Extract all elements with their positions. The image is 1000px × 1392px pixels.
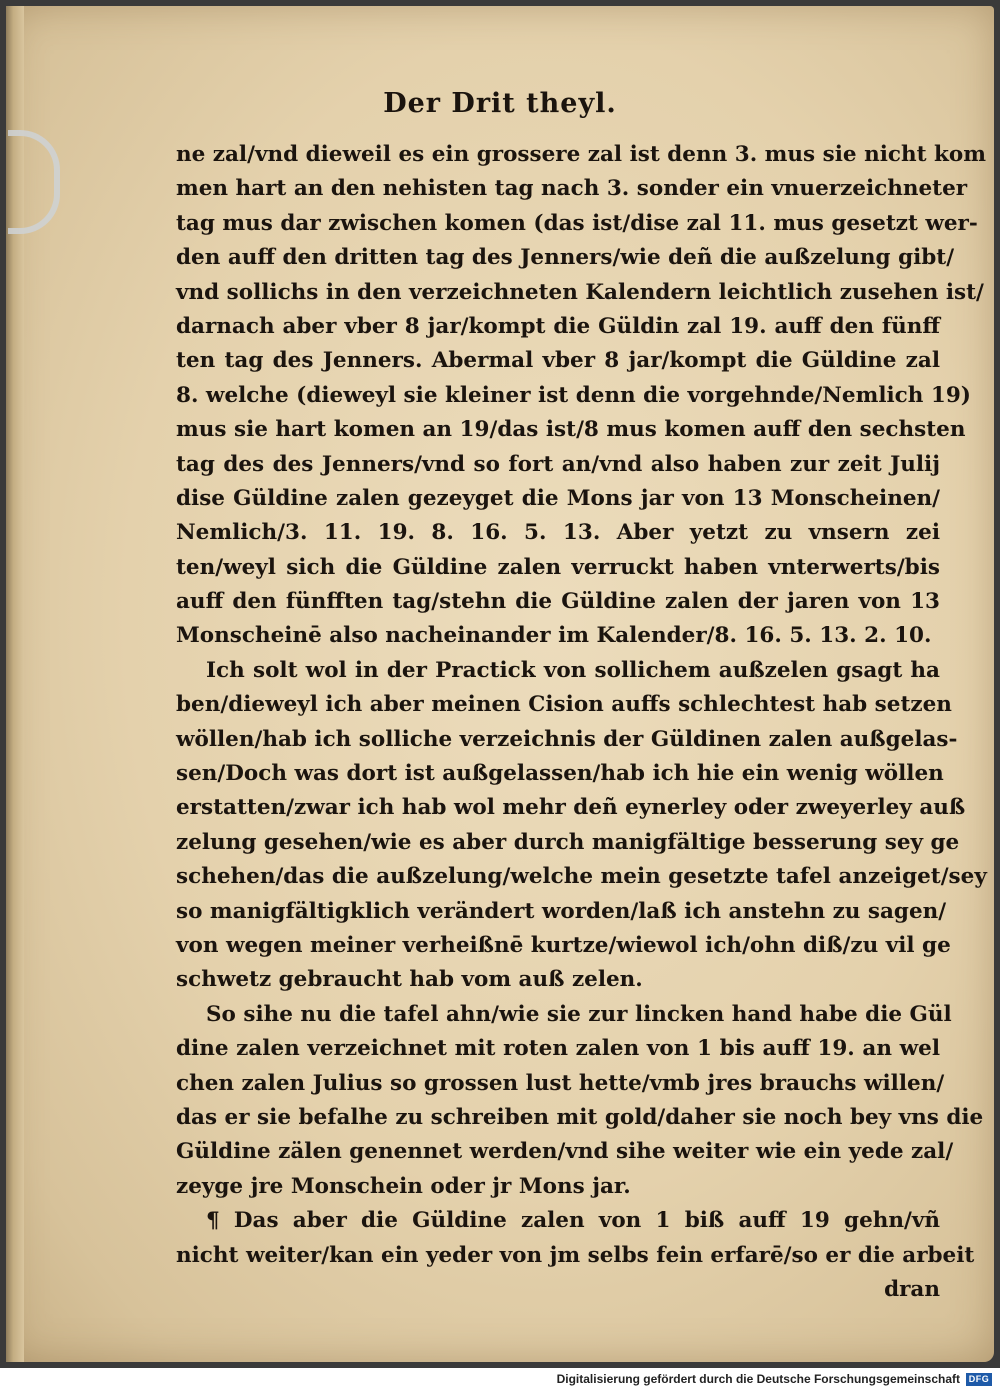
text-line: vnd sollichs in den verzeichneten Kalendern leichtlich zusehen ist/: [176, 279, 984, 305]
text-line: nicht weiter/kan ein yeder von jm selbs fein erfarē/so er die arbeit: [176, 1242, 975, 1268]
text-line: mus sie hart komen an 19/das ist/8 mus komen auff den sechsten: [176, 417, 966, 443]
text-line: wöllen/hab ich solliche verzeichnis der Güldinen zalen außgelas-: [176, 726, 958, 752]
text-line: erstatten/zwar ich hab wol mehr deñ eynerley oder zweyerley auß: [176, 795, 966, 821]
text-line: zelung gesehen/wie es aber durch manigfältige besserung sey ge: [176, 829, 960, 855]
text-line: das er sie befalhe zu schreiben mit gold/daher sie noch bey vns die: [176, 1104, 984, 1130]
text-line: Güldine zälen genennet werden/vnd sihe weiter wie ein yede zal/: [176, 1139, 954, 1165]
catchword: dran: [884, 1276, 940, 1302]
text-line: schehen/das die außzelung/welche mein gesetzte tafel anzeiget/sey: [176, 864, 987, 890]
text-line: sen/Doch was dort ist außgelassen/hab ich hie ein wenig wöllen: [176, 761, 944, 787]
text-line: Nemlich/3. 11. 19. 8. 16. 5. 13. Aber yetzt zu vnsern zei: [176, 520, 940, 546]
text-line: ¶ Das aber die Güldine zalen von 1 biß auff 19 gehn/vñ: [206, 1208, 940, 1234]
text-line: ne zal/vnd dieweil es ein grossere zal ist denn 3. mus sie nicht kom: [176, 142, 986, 167]
text-line: tag mus dar zwischen komen (das ist/dise zal 11. mus gesetzt wer-: [176, 210, 978, 236]
text-line: Monscheinē also nacheinander im Kalender/8. 16. 5. 13. 2. 10.: [176, 623, 932, 649]
running-head: Der Drit theyl.: [383, 88, 617, 119]
text-line: so manigfältigklich verändert worden/laß ich anstehn zu sagen/: [176, 898, 947, 924]
dfg-logo-icon: DFG: [966, 1373, 992, 1386]
text-line: tag des des Jenners/vnd so fort an/vnd also haben zur zeit Julij: [176, 451, 940, 477]
text-line: Ich solt wol in der Practick von sollichem außzelen gsagt ha: [206, 657, 940, 683]
text-line: ten tag des Jenners. Abermal vber 8 jar/kompt die Güldine zal: [176, 348, 940, 374]
text-line: chen zalen Julius so grossen lust hette/vmb jres brauchs willen/: [176, 1070, 945, 1096]
text-line: von wegen meiner verheißnē kurtze/wiewol ich/ohn diß/zu vil ge: [176, 932, 951, 958]
text-line: zeyge jre Monschein oder jr Mons jar.: [176, 1173, 631, 1199]
text-line: 8. welche (dieweyl sie kleiner ist denn die vorgehnde/Nemlich 19): [176, 382, 971, 408]
text-line: den auff den dritten tag des Jenners/wie deñ die außzelung gibt/: [176, 245, 955, 271]
dfg-credit: [557, 1372, 992, 1386]
text-line: dine zalen verzeichnet mit roten zalen von 1 bis auff 19. an wel: [176, 1036, 940, 1062]
text-line: schwetz gebraucht hab vom auß zelen.: [176, 967, 643, 993]
text-line: auff den fünfften tag/stehn die Güldine zalen der jaren von 13: [176, 589, 940, 615]
body-text: [176, 138, 987, 1307]
dfg-credit-text: Digitalisierung gefördert durch die Deutsche Forschungsgemeinschaft: [556, 1372, 960, 1386]
text-line: darnach aber vber 8 jar/kompt die Güldin zal 19. auff den fünff: [176, 313, 940, 339]
text-line: ten/weyl sich die Güldine zalen verruckt haben vnterwerts/bis: [176, 554, 940, 580]
text-line: ben/dieweyl ich aber meinen Cision auffs schlechtest hab setzen: [176, 692, 952, 718]
text-line: So sihe nu die tafel ahn/wie sie zur lincken hand habe die Gül: [206, 1001, 952, 1027]
text-line: dise Güldine zalen gezeyget die Mons jar von 13 Monscheinen/: [176, 485, 940, 511]
text-line: men hart an den nehisten tag nach 3. sonder ein vnuerzeichneter: [176, 176, 968, 202]
